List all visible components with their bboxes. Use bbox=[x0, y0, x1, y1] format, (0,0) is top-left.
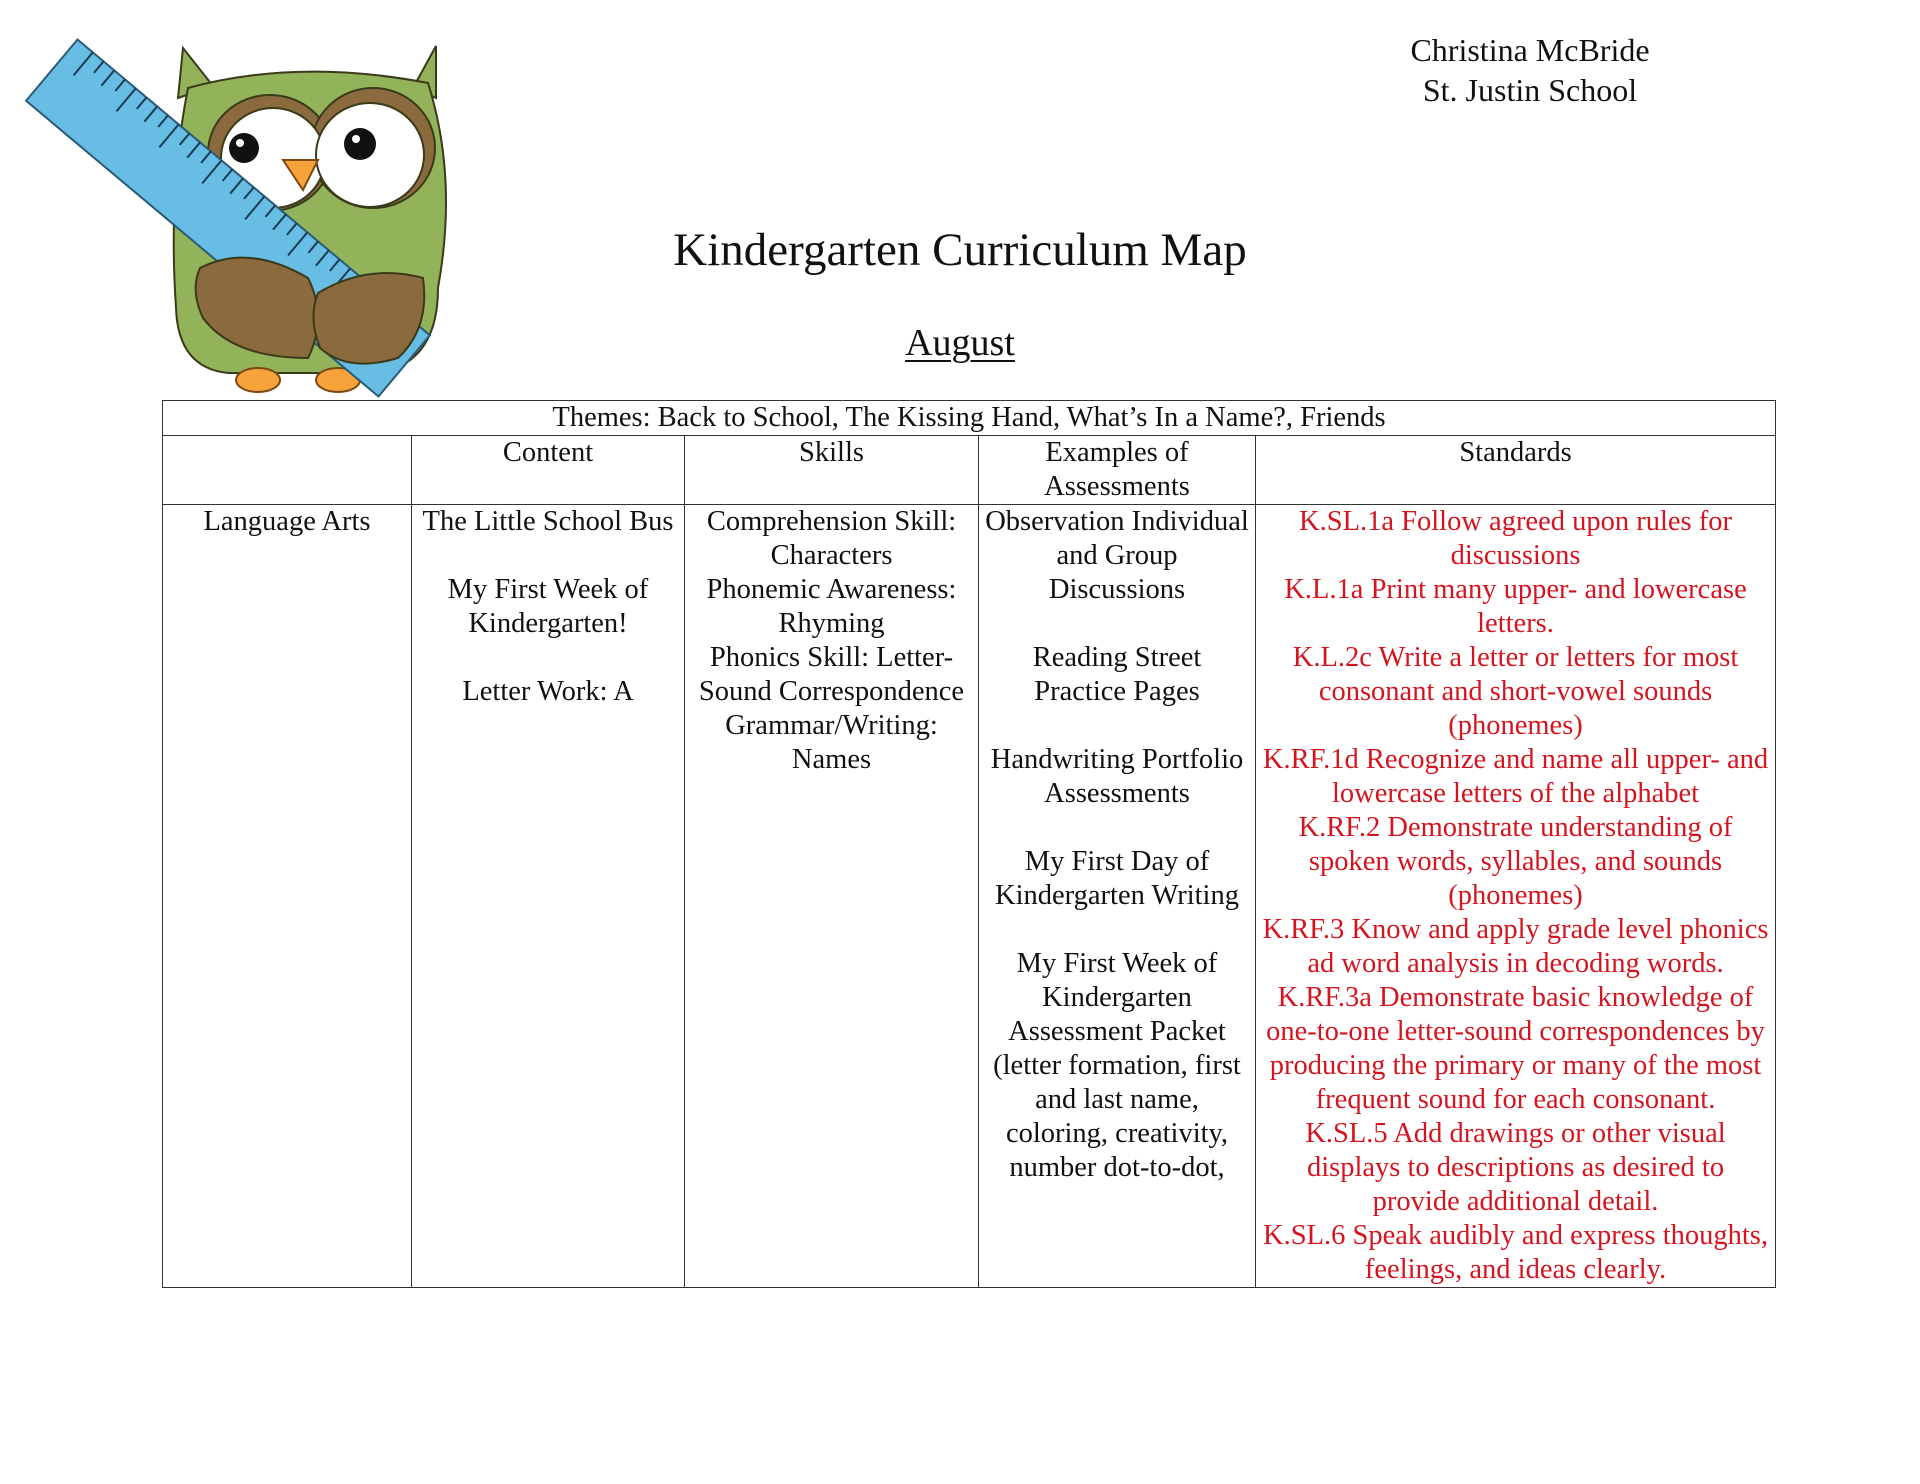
school-name: St. Justin School bbox=[1422, 72, 1638, 108]
table-header-row bbox=[163, 436, 1776, 505]
page-title: Kindergarten Curriculum Map bbox=[673, 224, 1247, 276]
content-item: My First Week of Kindergarten! bbox=[447, 574, 649, 639]
skill-item: Phonemic Awareness: Rhyming bbox=[706, 574, 957, 639]
standard-item: K.RF.1d Recognize and name all upper- and lowercase letters of the alphabet bbox=[1262, 744, 1769, 809]
assessment-item: My First Week of Kindergarten Assessment Packet (letter formation, first and last name, coloring, creativity, number dot-to-dot, bbox=[993, 948, 1241, 1183]
header-content: Content bbox=[412, 436, 685, 505]
standard-item: K.SL.5 Add drawings or other visual displays to descriptions as desired to provide additional detail. bbox=[1305, 1118, 1726, 1217]
author-block bbox=[1340, 30, 1720, 110]
themes-row bbox=[163, 401, 1776, 436]
content-item: Letter Work: A bbox=[462, 676, 634, 707]
content-cell bbox=[412, 505, 685, 1288]
assessment-item: My First Day of Kindergarten Writing bbox=[995, 846, 1239, 911]
standard-item: K.RF.3 Know and apply grade level phonics ad word analysis in decoding words. bbox=[1262, 914, 1769, 979]
standard-item: K.L.2c Write a letter or letters for most consonant and short-vowel sounds (phonemes) bbox=[1292, 642, 1739, 741]
header-subject bbox=[163, 436, 412, 505]
header-standards: Standards bbox=[1256, 436, 1776, 505]
author-name: Christina McBride bbox=[1410, 32, 1650, 68]
standard-item: K.SL.1a Follow agreed upon rules for discussions bbox=[1299, 506, 1732, 571]
skills-cell bbox=[685, 505, 979, 1288]
assessment-item: Reading Street Practice Pages bbox=[1032, 642, 1202, 707]
content-item: The Little School Bus bbox=[422, 506, 674, 537]
standard-item: K.L.1a Print many upper- and lowercase letters. bbox=[1284, 574, 1747, 639]
curriculum-table bbox=[162, 400, 1776, 1288]
table-row bbox=[163, 505, 1776, 1288]
header-skills: Skills bbox=[685, 436, 979, 505]
standards-cell bbox=[1256, 505, 1776, 1288]
skill-item: Phonics Skill: Letter-Sound Correspondence bbox=[698, 642, 965, 707]
standard-item: K.RF.3a Demonstrate basic knowledge of one-to-one letter-sound correspondences by producing the primary or many of the most frequent sound for each consonant. bbox=[1266, 982, 1765, 1115]
subject-cell: Language Arts bbox=[163, 505, 412, 1288]
assessment-item: Observation Individual and Group Discussions bbox=[985, 506, 1249, 605]
standard-item: K.RF.2 Demonstrate understanding of spoken words, syllables, and sounds (phonemes) bbox=[1298, 812, 1733, 911]
month-heading: August bbox=[905, 322, 1015, 364]
skill-item: Grammar/Writing: Names bbox=[725, 710, 938, 775]
themes-cell: Themes: Back to School, The Kissing Hand, What’s In a Name?, Friends bbox=[163, 401, 1776, 436]
assessment-item: Handwriting Portfolio Assessments bbox=[990, 744, 1244, 809]
standard-item: K.SL.6 Speak audibly and express thoughts, feelings, and ideas clearly. bbox=[1263, 1220, 1769, 1285]
assessments-cell bbox=[979, 505, 1256, 1288]
skill-item: Comprehension Skill: Characters bbox=[706, 506, 957, 571]
header-assessments: Examples of Assessments bbox=[979, 436, 1256, 505]
